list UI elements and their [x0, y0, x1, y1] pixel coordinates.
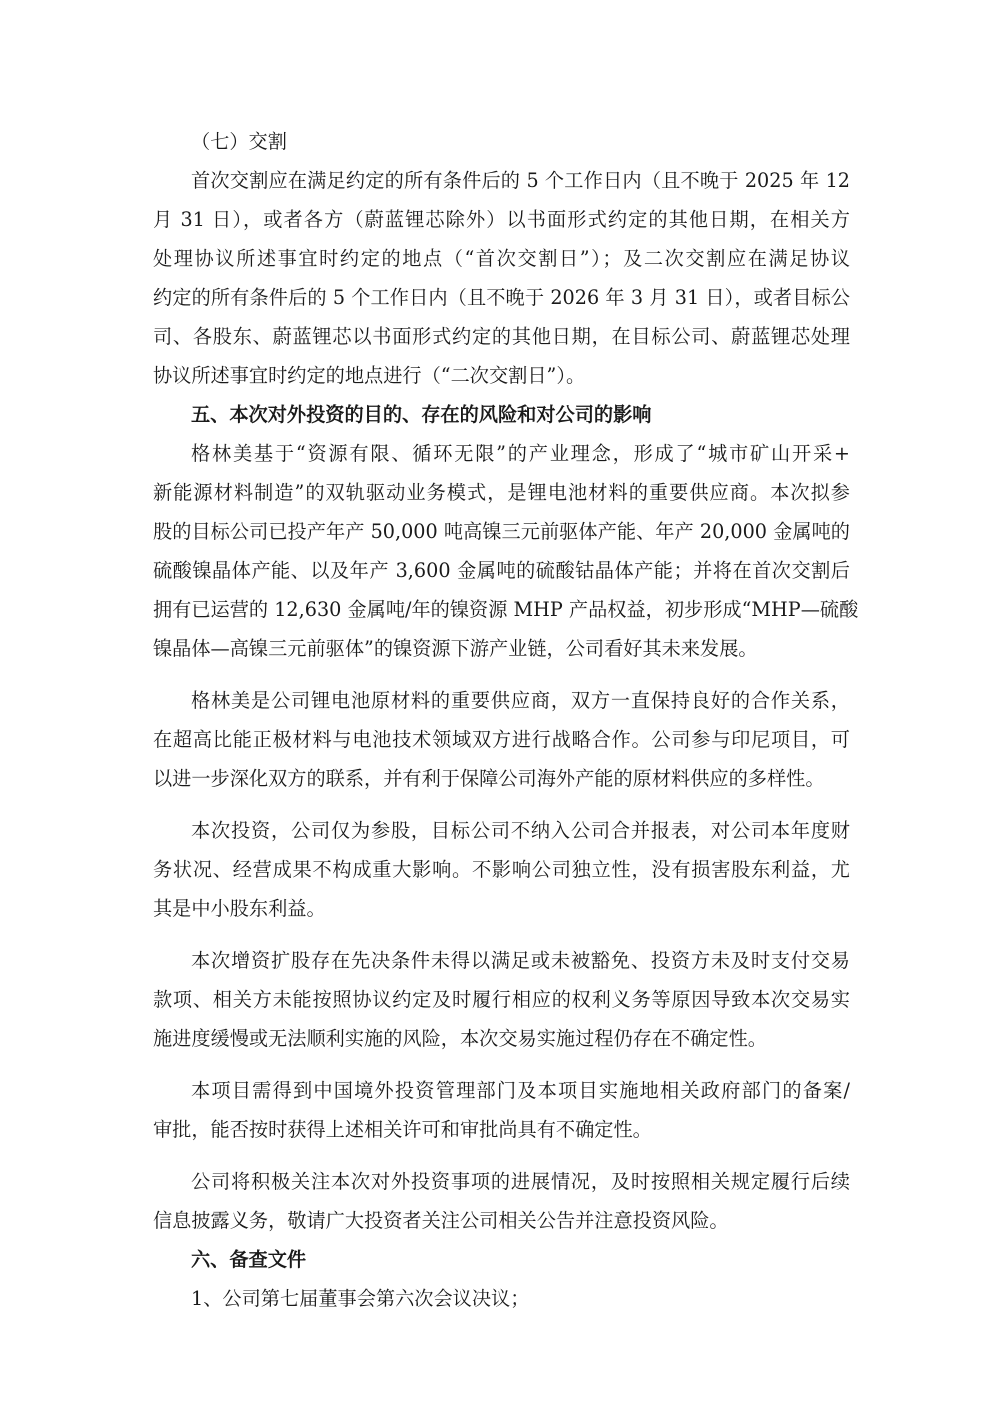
text-line: 本次投资，公司仅为参股，目标公司不纳入公司合并报表，对公司本年度财 — [191, 819, 850, 842]
text-line: 月 31 日），或者各方（蔚蓝锂芯除外）以书面形式约定的其他日期，在相关方 — [153, 208, 850, 231]
text-line: 审批，能否按时获得上述相关许可和审批尚具有不确定性。 — [153, 1118, 652, 1141]
text-line: 硫酸镍晶体产能、以及年产 3,600 金属吨的硫酸钴晶体产能；并将在首次交割后 — [153, 559, 850, 582]
text-line: 务状况、经营成果不构成重大影响。不影响公司独立性，没有损害股东利益，尤 — [153, 858, 850, 881]
section-5-paragraph-6 — [153, 1162, 850, 1240]
text-line: 股的目标公司已投产年产 50,000 吨高镍三元前驱体产能、年产 20,000 金属吨的 — [153, 520, 850, 543]
text-line: 格林美是公司锂电池原材料的重要供应商，双方一直保持良好的合作关系， — [191, 689, 850, 712]
section-6-title: 六、备查文件 — [191, 1248, 307, 1271]
text-line: 信息披露义务，敬请广大投资者关注公司相关公告并注意投资风险。 — [153, 1209, 729, 1232]
text-line: 在超高比能正极材料与电池技术领域双方进行战略合作。公司参与印尼项目，可 — [153, 728, 850, 751]
text-line: 本项目需得到中国境外投资管理部门及本项目实施地相关政府部门的备案/ — [191, 1079, 850, 1102]
text-line: 镍晶体—高镍三元前驱体”的镍资源下游产业链，公司看好其未来发展。 — [153, 637, 758, 660]
section-5-paragraph-2 — [153, 681, 850, 798]
section-5-paragraph-1 — [153, 434, 859, 668]
document-page — [153, 122, 859, 1318]
text-line: 新能源材料制造”的双轨驱动业务模式，是锂电池材料的重要供应商。本次拟参 — [153, 481, 850, 504]
list-item: 1、公司第七届董事会第六次会议决议； — [191, 1287, 530, 1310]
text-line: 司、各股东、蔚蓝锂芯以书面形式约定的其他日期，在目标公司、蔚蓝锂芯处理 — [153, 325, 850, 348]
text-line: 拥有已运营的 12,630 金属吨/年的镍资源 MHP 产品权益，初步形成“MHP—硫酸 — [153, 598, 859, 621]
text-line: 以进一步深化双方的联系，并有利于保障公司海外产能的原材料供应的多样性。 — [153, 767, 825, 790]
reference-documents-list — [153, 1279, 850, 1318]
text-line: 款项、相关方未能按照协议约定及时履行相应的权利义务等原因导致本次交易实 — [153, 988, 850, 1011]
section-5-paragraph-5 — [153, 1071, 850, 1149]
text-line: 格林美基于“资源有限、循环无限”的产业理念，形成了“城市矿山开采+ — [191, 442, 850, 465]
section-7-paragraph — [153, 161, 850, 395]
text-line: 公司将积极关注本次对外投资事项的进展情况，及时按照相关规定履行后续 — [191, 1170, 850, 1193]
section-5-paragraph-3 — [153, 811, 850, 928]
text-line: 约定的所有条件后的 5 个工作日内（且不晚于 2026 年 3 月 31 日），或者目标公 — [153, 286, 850, 309]
text-line: 施进度缓慢或无法顺利实施的风险，本次交易实施过程仍存在不确定性。 — [153, 1027, 767, 1050]
section-5-paragraph-4 — [153, 941, 850, 1058]
text-line: 其是中小股东利益。 — [153, 897, 326, 920]
text-line: 处理协议所述事宜时约定的地点（“首次交割日”）；及二次交割应在满足协议 — [153, 247, 850, 270]
section-7-title: （七）交割 — [191, 130, 287, 153]
text-line: 协议所述事宜时约定的地点进行（“二次交割日”）。 — [153, 364, 586, 387]
text-line: 本次增资扩股存在先决条件未得以满足或未被豁免、投资方未及时支付交易 — [191, 949, 850, 972]
section-5-title: 五、本次对外投资的目的、存在的风险和对公司的影响 — [191, 403, 652, 426]
text-line: 首次交割应在满足约定的所有条件后的 5 个工作日内（且不晚于 2025 年 12 — [191, 169, 850, 192]
